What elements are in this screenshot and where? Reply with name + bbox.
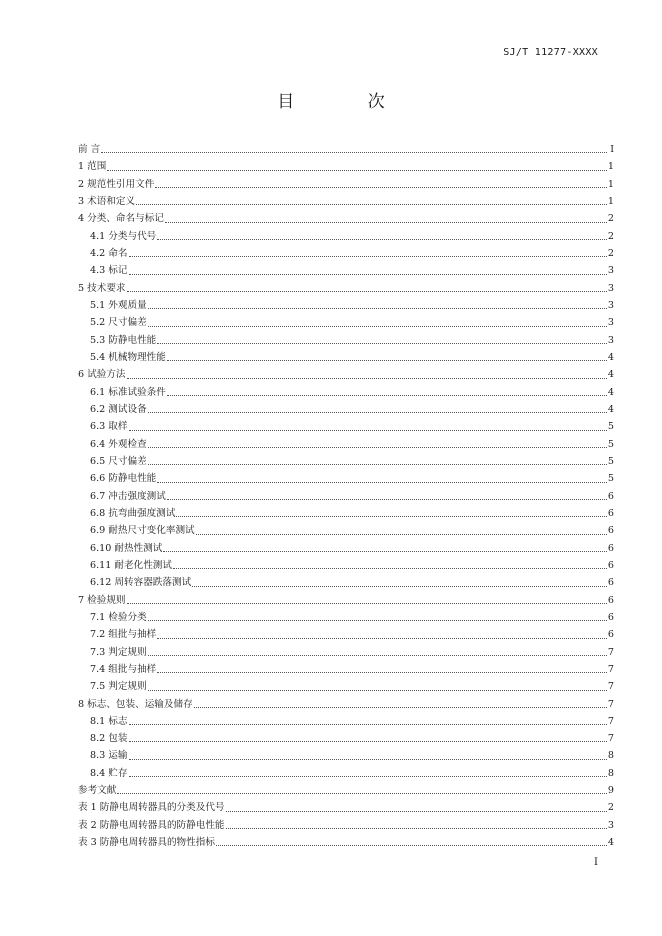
- toc-entry-label: 6.1 标准试验条件: [90, 386, 166, 398]
- toc-entry-page: 5: [607, 455, 614, 467]
- toc-entry[interactable]: [78, 470, 614, 487]
- toc-entry-label: 6.5 尺寸偏差: [90, 455, 147, 467]
- toc-entry[interactable]: [78, 488, 614, 505]
- toc-entry-page: 8: [607, 767, 614, 779]
- dot-leader: [157, 638, 607, 639]
- toc-entry-page: 6: [607, 629, 614, 641]
- toc-entry-page: 3: [607, 265, 614, 277]
- toc-entry-page: 7: [607, 646, 614, 658]
- toc-entry-label: 4 分类、命名与标记: [78, 213, 164, 225]
- toc-entry-page: 6: [607, 577, 614, 589]
- toc-entry-label: 7.5 判定规则: [90, 681, 147, 693]
- toc-entry[interactable]: [78, 609, 614, 626]
- toc-entry[interactable]: [78, 332, 614, 349]
- toc-entry-label: 4.3 标记: [90, 265, 128, 277]
- toc-entry[interactable]: [78, 713, 614, 730]
- dot-leader: [129, 759, 607, 760]
- dot-leader: [127, 603, 607, 604]
- toc-entry[interactable]: [78, 592, 614, 609]
- toc-entry-label: 8.2 包装: [90, 733, 128, 745]
- dot-leader: [167, 395, 607, 396]
- toc-entry-page: 6: [607, 559, 614, 571]
- toc-entry-label: 6.3 取样: [90, 421, 128, 433]
- toc-entry[interactable]: [78, 210, 614, 227]
- toc-entry-page: 2: [607, 802, 614, 814]
- toc-entry-page: 7: [607, 681, 614, 693]
- toc-entry-page: 4: [607, 369, 614, 381]
- toc-entry-label: 6.6 防静电性能: [90, 473, 157, 485]
- toc-entry-page: 3: [607, 299, 614, 311]
- dot-leader: [107, 170, 607, 171]
- toc-entry-page: 1: [607, 195, 614, 207]
- page-title: 目 次: [277, 92, 419, 112]
- toc-entry-label: 表 1 防静电周转器具的分类及代号: [78, 802, 225, 814]
- toc-entry-page: 4: [607, 403, 614, 415]
- toc-entry[interactable]: [78, 141, 614, 158]
- toc-entry-label: 6.10 耐热性测试: [90, 542, 163, 554]
- toc-entry[interactable]: [78, 349, 614, 366]
- toc-entry-label: 7.4 组批与抽样: [90, 663, 157, 675]
- toc-entry[interactable]: [78, 557, 614, 574]
- dot-leader: [167, 499, 607, 500]
- toc-entry-page: 3: [607, 282, 614, 294]
- toc-entry-label: 4.2 命名: [90, 247, 128, 259]
- dot-leader: [129, 741, 607, 742]
- dot-leader: [148, 447, 607, 448]
- toc-entry-page: I: [610, 144, 614, 155]
- toc-entry-label: 表 3 防静电周转器具的物性指标: [78, 837, 215, 849]
- dot-leader: [129, 776, 607, 777]
- dot-leader: [157, 239, 607, 240]
- toc-entry-page: 7: [607, 698, 614, 710]
- toc-entry-page: 6: [607, 594, 614, 606]
- toc-entry-page: 1: [607, 161, 614, 173]
- toc-entry-label: 参考文献: [78, 785, 117, 797]
- toc-entry-label: 6 试验方法: [78, 369, 126, 381]
- dot-leader: [167, 360, 607, 361]
- dot-leader: [226, 828, 607, 829]
- toc-entry-page: 7: [607, 663, 614, 675]
- dot-leader: [136, 204, 607, 205]
- dot-leader: [117, 793, 607, 794]
- toc-entry-page: 2: [607, 230, 614, 242]
- toc-entry[interactable]: [78, 401, 614, 418]
- dot-leader: [155, 187, 607, 188]
- toc-entry-page: 7: [607, 715, 614, 727]
- dot-leader: [129, 274, 607, 275]
- dot-leader: [129, 256, 607, 257]
- toc-entry[interactable]: [78, 644, 614, 661]
- toc-entry[interactable]: [78, 505, 614, 522]
- toc-entry-label: 4.1 分类与代号: [90, 230, 157, 242]
- toc-entry-page: 3: [607, 317, 614, 329]
- dot-leader: [165, 222, 607, 223]
- dot-leader: [129, 430, 607, 431]
- toc-entry[interactable]: [78, 540, 614, 557]
- toc-entry[interactable]: [78, 176, 614, 193]
- toc-entry-page: 7: [607, 733, 614, 745]
- dot-leader: [148, 690, 607, 691]
- toc-entry-label: 3 术语和定义: [78, 195, 136, 207]
- toc-entry[interactable]: [78, 626, 614, 643]
- toc-entry[interactable]: [78, 782, 614, 799]
- toc-entry-label: 6.9 耐热尺寸变化率测试: [90, 525, 195, 537]
- toc-entry-label: 6.12 周转容器跌落测试: [90, 577, 192, 589]
- dot-leader: [192, 586, 607, 587]
- toc-entry[interactable]: [78, 765, 614, 782]
- dot-leader: [127, 378, 607, 379]
- toc-entry-label: 8.3 运输: [90, 750, 128, 762]
- toc-entry[interactable]: [78, 228, 614, 245]
- toc-entry-label: 1 范围: [78, 161, 107, 173]
- toc-entry-page: 1: [607, 178, 614, 190]
- toc-entry-label: 5 技术要求: [78, 282, 126, 294]
- toc-entry-page: 9: [607, 785, 614, 797]
- toc-entry-label: 6.7 冲击强度测试: [90, 490, 166, 502]
- dot-leader: [101, 152, 607, 153]
- toc-entry-page: 4: [607, 386, 614, 398]
- toc-entry[interactable]: [78, 661, 614, 678]
- toc-entry[interactable]: [78, 834, 614, 851]
- toc-entry[interactable]: [78, 158, 614, 175]
- toc-entry-label: 5.3 防静电性能: [90, 334, 157, 346]
- toc-entry-page: 6: [607, 525, 614, 537]
- toc-entry-label: 7.1 检验分类: [90, 611, 147, 623]
- toc-entry[interactable]: [78, 747, 614, 764]
- toc-entry-page: 6: [607, 542, 614, 554]
- toc-entry-label: 前 言: [78, 144, 101, 155]
- dot-leader: [127, 291, 607, 292]
- toc-entry-label: 5.2 尺寸偏差: [90, 317, 147, 329]
- toc-entry-label: 8.1 标志: [90, 715, 128, 727]
- toc-entry-page: 6: [607, 507, 614, 519]
- toc-entry[interactable]: [78, 730, 614, 747]
- toc-entry-label: 7.3 判定规则: [90, 646, 147, 658]
- dot-leader: [163, 551, 607, 552]
- toc-entry[interactable]: [78, 418, 614, 435]
- dot-leader: [148, 326, 607, 327]
- dot-leader: [157, 482, 607, 483]
- document-code: SJ/T 11277-XXXX: [503, 47, 598, 58]
- toc-entry-page: 5: [607, 473, 614, 485]
- dot-leader: [129, 724, 607, 725]
- dot-leader: [196, 534, 607, 535]
- toc-entry-label: 7 检验规则: [78, 594, 126, 606]
- toc-entry-page: 5: [607, 438, 614, 450]
- dot-leader: [148, 412, 607, 413]
- toc-entry-page: 4: [607, 837, 614, 849]
- dot-leader: [157, 343, 607, 344]
- dot-leader: [216, 845, 607, 846]
- dot-leader: [194, 707, 607, 708]
- toc-entry-label: 2 规范性引用文件: [78, 178, 155, 190]
- toc-entry[interactable]: [78, 384, 614, 401]
- dot-leader: [176, 516, 606, 517]
- toc-entry-page: 3: [607, 334, 614, 346]
- toc-entry[interactable]: [78, 314, 614, 331]
- toc-entry[interactable]: [78, 453, 614, 470]
- toc-entry-page: 2: [607, 247, 614, 259]
- toc-entry-page: 5: [607, 421, 614, 433]
- toc-entry-page: 2: [607, 213, 614, 225]
- toc-entry[interactable]: [78, 297, 614, 314]
- toc-entry[interactable]: [78, 366, 614, 383]
- toc-entry[interactable]: [78, 817, 614, 834]
- toc-entry[interactable]: [78, 280, 614, 297]
- toc-entry[interactable]: [78, 522, 614, 539]
- page-number: I: [594, 857, 598, 868]
- toc-entry-page: 4: [607, 351, 614, 363]
- toc-entry-label: 5.4 机械物理性能: [90, 351, 166, 363]
- toc-entry-label: 6.4 外观检查: [90, 438, 147, 450]
- toc-entry-page: 6: [607, 490, 614, 502]
- toc-entry-page: 8: [607, 750, 614, 762]
- toc-entry-label: 7.2 组批与抽样: [90, 629, 157, 641]
- toc-entry-label: 6.11 耐老化性测试: [90, 559, 172, 571]
- dot-leader: [148, 308, 607, 309]
- dot-leader: [148, 620, 607, 621]
- toc-entry-label: 6.2 测试设备: [90, 403, 147, 415]
- toc-entry[interactable]: [78, 245, 614, 262]
- toc-entry-label: 表 2 防静电周转器具的防静电性能: [78, 819, 225, 831]
- toc-entry-label: 6.8 抗弯曲强度测试: [90, 507, 176, 519]
- table-of-contents: [78, 141, 614, 851]
- toc-entry[interactable]: [78, 193, 614, 210]
- dot-leader: [173, 568, 607, 569]
- toc-entry[interactable]: [78, 262, 614, 279]
- dot-leader: [157, 672, 607, 673]
- toc-entry-page: 6: [607, 611, 614, 623]
- toc-entry-label: 5.1 外观质量: [90, 299, 147, 311]
- toc-entry[interactable]: [78, 799, 614, 816]
- toc-entry[interactable]: [78, 436, 614, 453]
- toc-entry-label: 8.4 贮存: [90, 767, 128, 779]
- toc-entry-page: 3: [607, 819, 614, 831]
- dot-leader: [148, 464, 607, 465]
- toc-entry-label: 8 标志、包装、运输及储存: [78, 698, 193, 710]
- dot-leader: [148, 655, 607, 656]
- dot-leader: [226, 811, 607, 812]
- toc-entry[interactable]: [78, 696, 614, 713]
- toc-entry[interactable]: [78, 574, 614, 591]
- toc-entry[interactable]: [78, 678, 614, 695]
